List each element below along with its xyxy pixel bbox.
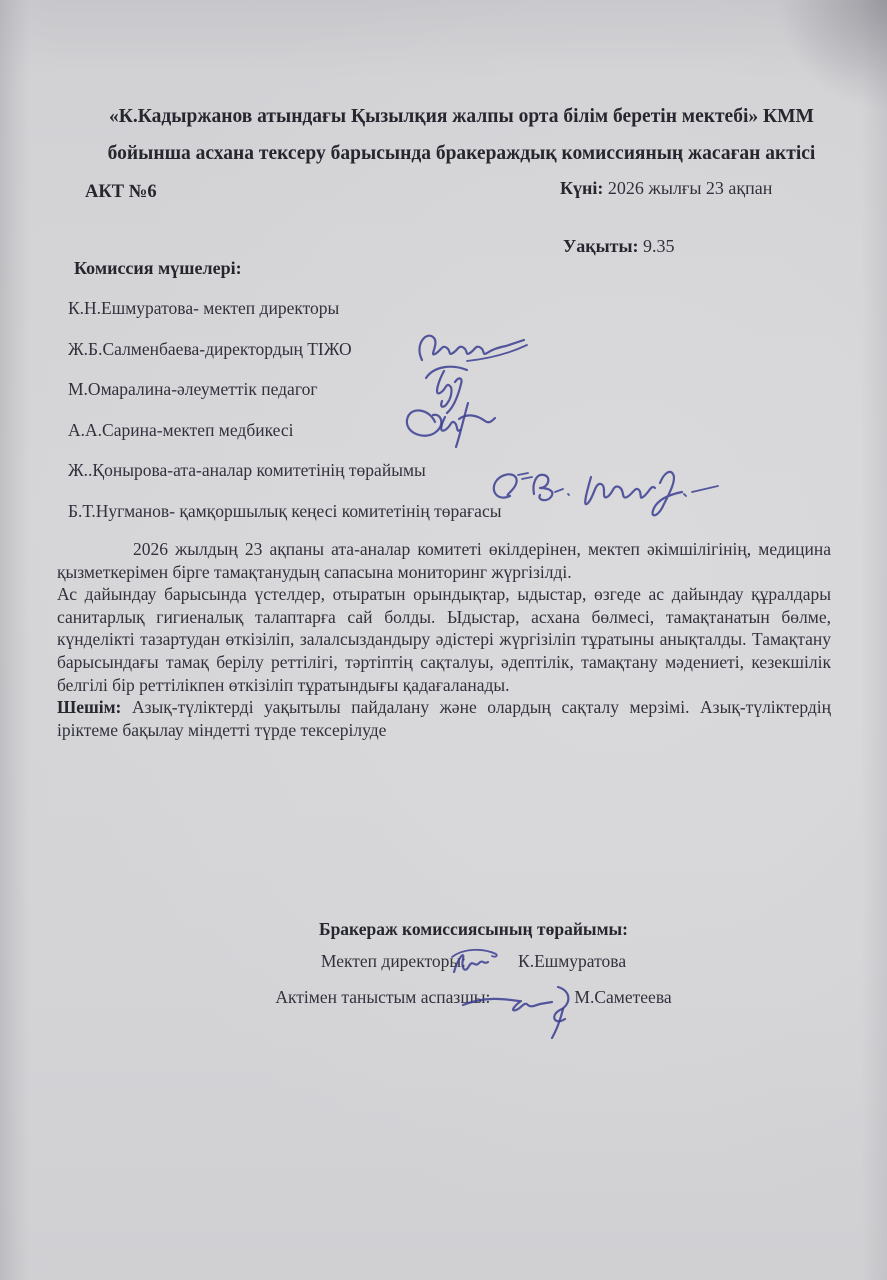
body-paragraph-1: 2026 жылдың 23 ақпаны ата-аналар комитеті өкілдерінен, мектеп әкімшілігінің, медицина қызметкерімен бірге тамақтанудың сапасына мониторинг жүргізілді. (57, 539, 831, 582)
cook-name: М.Саметеева (574, 987, 672, 1007)
cook-label: Актімен таныстым аспазшы: (275, 987, 491, 1007)
signature-director (446, 946, 500, 978)
document-title (88, 98, 835, 172)
signature-sarina (400, 401, 498, 449)
title-line-1: «К.Кадыржанов атындағы Қызылқия жалпы орта білім беретін мектебі» КММ (109, 106, 814, 127)
date-label: Күні: (560, 178, 604, 198)
time-value: 9.35 (643, 236, 675, 256)
date-value: 2026 жылғы 23 ақпан (607, 178, 773, 198)
body-text (57, 538, 831, 741)
director-name: К.Ешмуратова (518, 951, 627, 971)
signature-konyrova (487, 465, 575, 511)
decision-paragraph (57, 696, 831, 741)
director-label: Мектеп директоры: (320, 951, 467, 971)
member-line-director: К.Н.Ешмуратова- мектеп директоры (68, 298, 340, 318)
date-line (560, 178, 772, 199)
time-line (563, 236, 675, 257)
member-line-social-pedagog: М.Омаралина-әлеуметтік педагог (68, 379, 318, 399)
signature-cook (459, 983, 581, 1039)
time-label: Уақыты: (563, 236, 639, 256)
decision-label: Шешім: (57, 697, 122, 718)
member-line-trustee-chair: Б.Т.Нугманов- қамқоршылық кеңесі комитетінің төрағасы (68, 500, 502, 521)
member-line-parents-chair: Ж..Қонырова-ата-аналар комитетінің төрайымы (68, 460, 426, 480)
body-paragraph-2: Ас дайындау барысында үстелдер, отыратын орындықтар, ыдыстар, өзгеде ас дайындау құралдары санитарлық гигиеналық талаптарға сай болды. Ыдыстар, асхана бөлмесі, тамақтанатын бөлме, күнделікті тазартудан өткізіліп, залалсыздандыру әдістері жүргізіліп тұратыны анықталды. Тамақтану барысындағы тамақ берілу реттілігі, тәртіптің сақталуы, әдептілік, тамақтану мәдениеті, кезекшілік белгілі бір реттілікпен өткізіліп тұратындығы қадағаланады. (57, 584, 831, 695)
member-line-deputy: Ж.Б.Салменбаева-директордың ТІЖО (68, 338, 352, 359)
members-heading: Комиссия мүшелері: (74, 258, 242, 278)
footer-heading: Бракераж комиссиясының төрайымы: (319, 919, 628, 939)
act-number: АКТ №6 (85, 182, 157, 202)
decision-text: Азық-түліктерді уақытылы пайдалану және олардың сақталу мерзімі. Азық-түліктердің іріктеме бақылау міндетті түрде тексерілуде (57, 697, 831, 740)
title-line-2: бойынша асхана тексеру барысында бракераждық комиссияның жасаған актісі (107, 143, 816, 164)
member-line-nurse: А.А.Сарина-мектеп медбикесі (68, 419, 294, 440)
signature-nugmanov (578, 469, 720, 521)
